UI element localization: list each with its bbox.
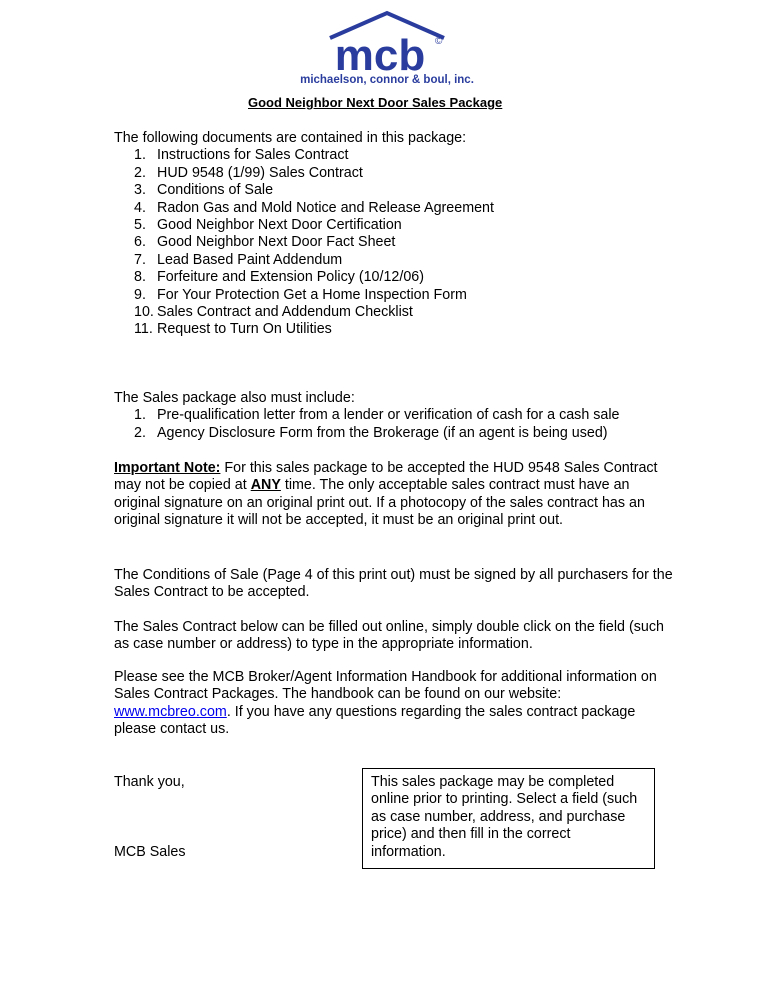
list-item: 8. Forfeiture and Extension Policy (10/12/06) xyxy=(134,269,425,286)
handbook-paragraph: Please see the MCB Broker/Agent Information Handbook for additional information on Sales Contract Packages. The handbook can be found on our website: www.mcbreo.com. If you have any questions regarding the sales contract package please contact us. xyxy=(114,669,657,738)
list-item: 4. Radon Gas and Mold Notice and Release Agreement xyxy=(134,199,494,216)
signoff-text: MCB Sales xyxy=(114,844,186,860)
list-item: 2. Agency Disclosure Form from the Brokerage (if an agent is being used) xyxy=(134,424,608,441)
list-item: 2. HUD 9548 (1/99) Sales Contract xyxy=(134,164,363,181)
company-logo xyxy=(300,10,475,88)
important-note: Important Note: For this sales package to be accepted the HUD 9548 Sales Contract may not be copied at ANY time. The only acceptable sales contract must have an original signature on an original print out. If a photocopy of the sales contract has an original signature it will not be accepted, it must be an original print out. xyxy=(114,460,658,529)
list-item: 7. Lead Based Paint Addendum xyxy=(134,251,343,268)
list-item: 5. Good Neighbor Next Door Certification xyxy=(134,217,402,234)
website-link[interactable]: www.mcbreo.com xyxy=(114,703,227,720)
also-include-list xyxy=(114,407,674,442)
online-fill-paragraph: The Sales Contract below can be filled out online, simply double click on the field (such as case number or address) to type in the appropriate information. xyxy=(114,619,664,653)
thanks-text: Thank you, xyxy=(114,774,185,790)
documents-section xyxy=(114,130,674,339)
list-item: 10. Sales Contract and Addendum Checklist xyxy=(134,304,413,321)
list-item: 1. Instructions for Sales Contract xyxy=(134,147,349,164)
list-item: 3. Conditions of Sale xyxy=(134,182,274,199)
page-title: Good Neighbor Next Door Sales Package xyxy=(248,95,503,110)
conditions-paragraph: The Conditions of Sale (Page 4 of this print out) must be signed by all purchasers for the Sales Contract to be accepted. xyxy=(114,567,673,601)
documents-list xyxy=(114,147,674,338)
list-item: 9. For Your Protection Get a Home Inspection Form xyxy=(134,286,467,303)
logo-company-name: michaelson, connor & boul, inc. xyxy=(300,74,474,86)
list-item: 1. Pre-qualification letter from a lender or verification of cash for a cash sale xyxy=(134,407,620,424)
also-include-intro: The Sales package also must include: xyxy=(114,390,355,406)
important-note-label: Important Note: xyxy=(114,460,221,476)
any-emphasis: ANY xyxy=(250,477,281,494)
documents-intro: The following documents are contained in this package: xyxy=(114,130,467,146)
also-include-section xyxy=(114,390,674,442)
logo-copyright: © xyxy=(435,36,443,47)
list-item: 11. Request to Turn On Utilities xyxy=(134,321,332,338)
logo-mark: mcb xyxy=(334,31,426,80)
info-box: This sales package may be completed online prior to printing. Select a field (such as case number, address, and purchase price) and then fill in the correct information. xyxy=(362,768,655,869)
list-item: 6. Good Neighbor Next Door Fact Sheet xyxy=(134,234,396,251)
